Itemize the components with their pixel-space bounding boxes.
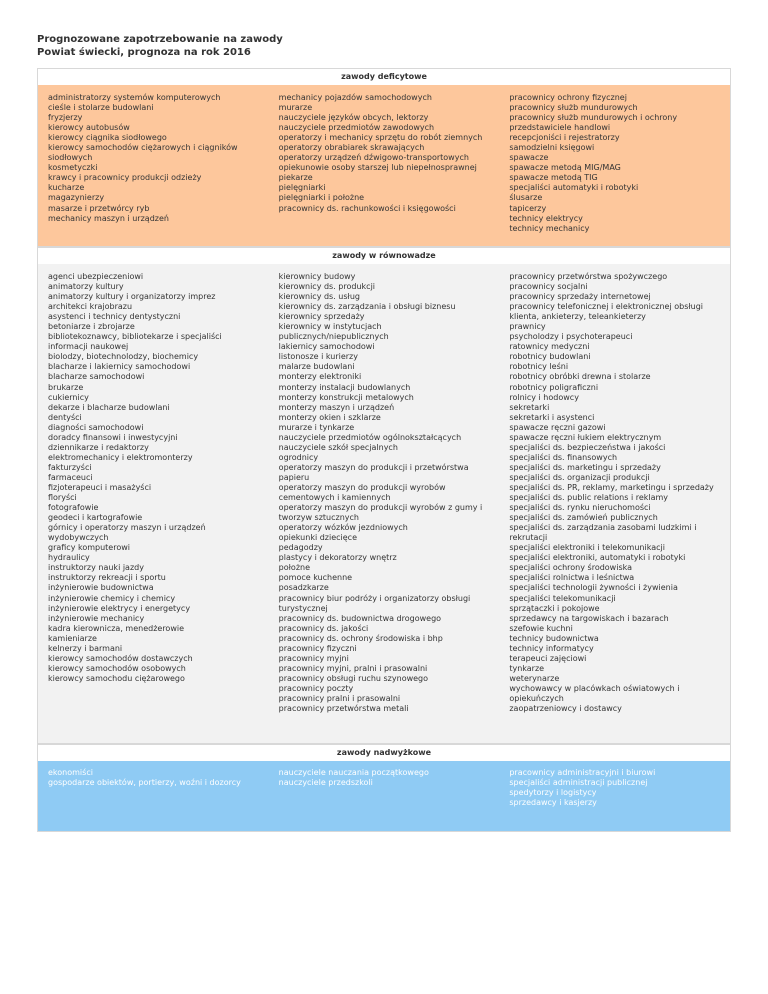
occupation-item: specjaliści ds. rynku nieruchomości <box>509 503 651 513</box>
column-3 <box>499 85 730 246</box>
occupation-item: mechanicy pojazdów samochodowych <box>278 93 432 102</box>
occupation-item: technicy elektrycy <box>509 213 583 223</box>
occupation-item: animatorzy kultury i organizatorzy imprez <box>48 292 216 302</box>
occupation-item: murarze i tynkarze <box>278 422 355 432</box>
occupation-item: pracownicy socjalni <box>509 282 588 292</box>
occupation-item: robotnicy obróbki drewna i stolarze <box>509 372 651 382</box>
occupation-item: monterzy konstrukcji metalowych <box>278 392 414 402</box>
occupation-item: gospodarze obiektów, portierzy, woźni i dozorcy <box>48 778 241 788</box>
occupation-item: blacharze i lakiernicy samochodowi <box>48 362 191 372</box>
occupation-item: psycholodzy i psychoterapeuci <box>509 332 633 342</box>
occupation-item: sprzątaczki i pokojowe <box>509 603 600 613</box>
occupation-item: hydraulicy <box>48 553 90 563</box>
occupation-item: nauczyciele przedmiotów zawodowych <box>278 123 435 133</box>
occupation-item: masarze i przetwórcy ryb <box>48 203 150 213</box>
occupation-item: zaopatrzeniowcy i dostawcy <box>509 704 622 714</box>
occupation-item: pracownicy administracyjni i biurowi <box>509 768 656 777</box>
occupation-item: specjaliści technologii żywności i żywienia <box>509 583 678 593</box>
occupation-item: robotnicy budowlani <box>509 352 591 362</box>
occupation-item: pracownicy przetwórstwa spożywczego <box>509 272 668 281</box>
occupation-item: pracownicy służb mundurowych <box>509 103 638 113</box>
occupation-item: spawacze metodą TIG <box>509 173 598 183</box>
occupation-item: specjaliści ds. bezpieczeństwa i jakości <box>509 442 666 452</box>
occupation-item: terapeuci zajęciowi <box>509 653 587 663</box>
occupation-item: blacharze samochodowi <box>48 372 145 382</box>
occupation-item: sekretarki i asystenci <box>509 412 595 422</box>
occupation-item: opiekunki dziecięce <box>278 533 357 543</box>
occupation-item: górnicy i operatorzy maszyn i urządzeń wydobywczych <box>48 523 206 543</box>
occupation-item: dekarze i blacharze budowlani <box>48 402 170 412</box>
occupation-item: tapicerzy <box>509 203 547 213</box>
occupation-item: dziennikarze i redaktorzy <box>48 442 149 452</box>
section-header: zawody deficytowe <box>37 68 731 85</box>
occupation-item: ekonomiści <box>48 768 93 777</box>
occupation-item: bibliotekoznawcy, bibliotekarze i specjaliści informacji naukowej <box>48 332 222 352</box>
occupation-item: pracownicy biur podróży i organizatorzy obsługi turystycznej <box>278 593 471 613</box>
occupation-item: krawcy i pracownicy produkcji odzieży <box>48 173 202 183</box>
occupation-item: nauczyciele przedmiotów ogólnokształcących <box>278 432 462 442</box>
occupation-item: kierowcy samochodów dostawczych <box>48 653 193 663</box>
occupation-item: spawacze ręczni gazowi <box>509 422 606 432</box>
occupation-item: specjaliści ds. organizacji produkcji <box>509 472 650 482</box>
occupation-item: operatorzy obrabiarek skrawających <box>278 143 425 153</box>
occupation-item: piekarze <box>278 173 313 183</box>
occupation-item: pracownicy poczty <box>278 683 354 693</box>
occupation-item: kierowcy samochodów ciężarowych i ciągników siodłowych <box>48 143 238 163</box>
occupation-item: kamieniarze <box>48 633 97 643</box>
section-surplus <box>37 744 731 832</box>
occupation-item: ogrodnicy <box>278 452 319 462</box>
occupation-item: specjaliści automatyki i robotyki <box>509 183 639 193</box>
section-deficit <box>37 68 731 247</box>
occupation-item: floryści <box>48 493 77 503</box>
occupation-item: kierowcy ciągnika siodłowego <box>48 133 167 143</box>
occupation-item: specjaliści elektroniki, automatyki i robotyki <box>509 553 686 563</box>
occupations-table <box>37 68 731 832</box>
occupation-item: pracownicy ds. budownictwa drogowego <box>278 613 442 623</box>
occupation-item: technicy budownictwa <box>509 633 599 643</box>
occupation-item: sprzedawcy i kasjerzy <box>509 798 597 808</box>
occupation-item: nauczyciele nauczania początkowego <box>278 768 429 777</box>
occupation-item: operatorzy maszyn do produkcji i przetwórstwa papieru <box>278 462 469 482</box>
occupation-item: spawacze metodą MIG/MAG <box>509 163 621 173</box>
occupation-item: technicy informatycy <box>509 643 594 653</box>
occupation-item: agenci ubezpieczeniowi <box>48 272 144 281</box>
occupation-item: spedytorzy i logistycy <box>509 788 597 798</box>
occupation-item: specjaliści ds. zarządzania zasobami ludzkimi i rekrutacji <box>509 523 697 543</box>
occupation-item: kadra kierownicza, menedżerowie <box>48 623 185 633</box>
occupation-item: spawacze ręczni łukiem elektrycznym <box>509 432 662 442</box>
occupation-item: specjaliści ochrony środowiska <box>509 563 633 573</box>
occupation-item: pracownicy służb mundurowych i ochrony <box>509 113 678 123</box>
occupation-item: dentyści <box>48 412 82 422</box>
occupation-item: brukarze <box>48 382 84 392</box>
occupation-item: nauczyciele przedszkoli <box>278 778 373 788</box>
occupation-item: pracownicy ochrony fizycznej <box>509 93 627 102</box>
occupation-item: graficy komputerowi <box>48 543 130 553</box>
occupation-item: samodzielni księgowi <box>509 143 595 153</box>
occupation-item: operatorzy maszyn do produkcji wyrobów z gumy i tworzyw sztucznych <box>278 503 483 523</box>
occupation-item: monterzy instalacji budowlanych <box>278 382 411 392</box>
occupation-item: kierowcy samochodów osobowych <box>48 663 186 673</box>
occupation-item: pracownicy myjni <box>278 653 349 663</box>
occupation-item: pracownicy ds. jakości <box>278 623 369 633</box>
occupation-item: pielęgniarki <box>278 183 326 193</box>
occupation-item: operatorzy i mechanicy sprzętu do robót ziemnych <box>278 133 483 143</box>
column-1 <box>38 264 269 743</box>
occupation-item: pracownicy sprzedaży internetowej <box>509 292 651 302</box>
occupation-item: przedstawiciele handlowi <box>509 123 611 133</box>
occupation-item: murarze <box>278 103 313 113</box>
occupation-item: weterynarze <box>509 673 560 683</box>
occupation-item: wychowawcy w placówkach oświatowych i opiekuńczych <box>509 683 680 703</box>
section-body <box>37 761 731 832</box>
occupation-item: kierownicy sprzedaży <box>278 312 365 322</box>
occupation-item: instruktorzy rekreacji i sportu <box>48 573 166 583</box>
occupation-item: doradcy finansowi i inwestycyjni <box>48 432 178 442</box>
occupation-item: specjaliści ds. finansowych <box>509 452 618 462</box>
occupation-item: specjaliści ds. marketingu i sprzedaży <box>509 462 661 472</box>
column-1 <box>38 85 269 246</box>
title-line-2: Powiat świecki, prognoza na rok 2016 <box>37 47 251 58</box>
occupation-item: kosmetyczki <box>48 163 98 173</box>
occupation-item: tynkarze <box>509 663 545 673</box>
title-line-1: Prognozowane zapotrzebowanie na zawody <box>37 34 283 45</box>
occupation-item: pomoce kuchenne <box>278 573 353 583</box>
occupation-item: asystenci i technicy dentystyczni <box>48 312 181 322</box>
occupation-item: nauczyciele szkół specjalnych <box>278 442 398 452</box>
occupation-item: specjaliści rolnictwa i leśnictwa <box>509 573 635 583</box>
occupation-item: nauczyciele języków obcych, lektorzy <box>278 113 429 123</box>
occupation-item: fotografowie <box>48 503 99 513</box>
occupation-item: opiekunowie osoby starszej lub niepełnosprawnej <box>278 163 477 173</box>
occupation-item: kelnerzy i barmani <box>48 643 123 653</box>
occupation-item: pedagodzy <box>278 543 323 553</box>
occupation-item: kierownicy ds. zarządzania i obsługi biznesu <box>278 302 456 312</box>
section-header: zawody w równowadze <box>37 247 731 264</box>
occupation-item: diagności samochodowi <box>48 422 144 432</box>
occupation-item: biolodzy, biotechnolodzy, biochemicy <box>48 352 199 362</box>
occupation-item: pracownicy ds. ochrony środowiska i bhp <box>278 633 443 643</box>
occupation-item: inżynierowie budownictwa <box>48 583 154 593</box>
occupation-item: specjaliści telekomunikacji <box>509 593 616 603</box>
occupation-item: fryzjerzy <box>48 113 83 123</box>
occupation-item: listonosze i kurierzy <box>278 352 358 362</box>
occupation-item: specjaliści administracji publicznej <box>509 778 648 788</box>
occupation-item: operatorzy urządzeń dźwigowo-transportowych <box>278 153 469 163</box>
occupation-item: spawacze <box>509 153 549 163</box>
occupation-item: lakiernicy samochodowi <box>278 342 375 352</box>
occupation-item: specjaliści ds. zamówień publicznych <box>509 513 658 523</box>
occupation-item: robotnicy poligraficzni <box>509 382 599 392</box>
occupation-item: sekretarki <box>509 402 550 412</box>
occupation-item: ratownicy medyczni <box>509 342 590 352</box>
occupation-item: inżynierowie mechanicy <box>48 613 145 623</box>
occupation-item: kierowcy autobusów <box>48 123 130 133</box>
occupation-item: pracownicy pralni i prasowalni <box>278 693 401 703</box>
occupation-item: betoniarze i zbrojarze <box>48 322 135 332</box>
page-title <box>37 33 283 59</box>
occupation-item: robotnicy leśni <box>509 362 569 372</box>
occupation-item: administratorzy systemów komputerowych <box>48 93 221 102</box>
section-header: zawody nadwyżkowe <box>37 744 731 761</box>
occupation-item: pielęgniarki i położne <box>278 193 365 203</box>
occupation-item: kierownicy ds. produkcji <box>278 282 376 292</box>
section-balance <box>37 247 731 744</box>
section-body <box>37 264 731 744</box>
occupation-item: cukiernicy <box>48 392 89 402</box>
occupation-item: pracownicy ds. rachunkowości i księgowości <box>278 203 456 213</box>
occupation-item: fakturzyści <box>48 462 92 472</box>
occupation-item: kierownicy budowy <box>278 272 356 281</box>
column-2 <box>269 85 500 246</box>
occupation-item: operatorzy maszyn do produkcji wyrobów cementowych i kamiennych <box>278 482 446 503</box>
occupation-item: magazynierzy <box>48 193 105 203</box>
occupation-item: malarze budowlani <box>278 362 355 372</box>
column-3 <box>499 264 730 743</box>
occupation-item: operatorzy wózków jezdniowych <box>278 523 408 533</box>
occupation-item: monterzy okien i szklarze <box>278 412 381 422</box>
occupation-item: rolnicy i hodowcy <box>509 392 579 402</box>
column-2 <box>269 264 500 743</box>
occupation-item: kierownicy w instytucjach publicznych/niepublicznych <box>278 322 389 342</box>
occupation-item: cieśle i stolarze budowlani <box>48 103 154 113</box>
column-2 <box>269 761 500 831</box>
section-body <box>37 85 731 247</box>
occupation-item: sprzedawcy na targowiskach i bazarach <box>509 613 669 623</box>
occupation-item: instruktorzy nauki jazdy <box>48 563 144 573</box>
occupation-item: kierowcy samochodu ciężarowego <box>48 673 185 683</box>
occupation-item: prawnicy <box>509 322 546 332</box>
column-1 <box>38 761 269 831</box>
occupation-item: plastycy i dekoratorzy wnętrz <box>278 553 397 563</box>
occupation-item: kucharze <box>48 183 85 193</box>
occupation-item: mechanicy maszyn i urządzeń <box>48 213 169 223</box>
occupation-item: animatorzy kultury <box>48 282 124 292</box>
occupation-item: specjaliści ds. public relations i reklamy <box>509 493 669 503</box>
column-3 <box>499 761 730 831</box>
occupation-item: pracownicy obsługi ruchu szynowego <box>278 673 429 683</box>
occupation-item: monterzy elektroniki <box>278 372 362 382</box>
occupation-item: pracownicy fizyczni <box>278 643 357 653</box>
occupation-item: technicy mechanicy <box>509 223 590 233</box>
occupation-item: specjaliści elektroniki i telekomunikacji <box>509 543 665 553</box>
occupation-item: szefowie kuchni <box>509 623 573 633</box>
occupation-item: ślusarze <box>509 193 543 203</box>
occupation-item: recepcjoniści i rejestratorzy <box>509 133 620 143</box>
occupation-item: pracownicy przetwórstwa metali <box>278 704 409 714</box>
occupation-item: inżynierowie elektrycy i energetycy <box>48 603 191 613</box>
occupation-item: geodeci i kartografowie <box>48 513 143 523</box>
occupation-item: pracownicy telefonicznej i elektronicznej obsługi klienta, ankieterzy, teleankieterzy <box>509 302 704 322</box>
occupation-item: pracownicy myjni, pralni i prasowalni <box>278 663 428 673</box>
occupation-item: specjaliści ds. PR, reklamy, marketingu i sprzedaży <box>509 482 714 492</box>
occupation-item: inżynierowie chemicy i chemicy <box>48 593 176 603</box>
occupation-item: elektromechanicy i elektromonterzy <box>48 452 193 462</box>
occupation-item: architekci krajobrazu <box>48 302 133 312</box>
occupation-item: farmaceuci <box>48 472 93 482</box>
occupation-item: położne <box>278 563 311 573</box>
occupation-item: monterzy maszyn i urządzeń <box>278 402 395 412</box>
occupation-item: posadzkarze <box>278 583 329 593</box>
occupation-item: fizjoterapeuci i masażyści <box>48 482 152 492</box>
occupation-item: kierownicy ds. usług <box>278 292 360 302</box>
